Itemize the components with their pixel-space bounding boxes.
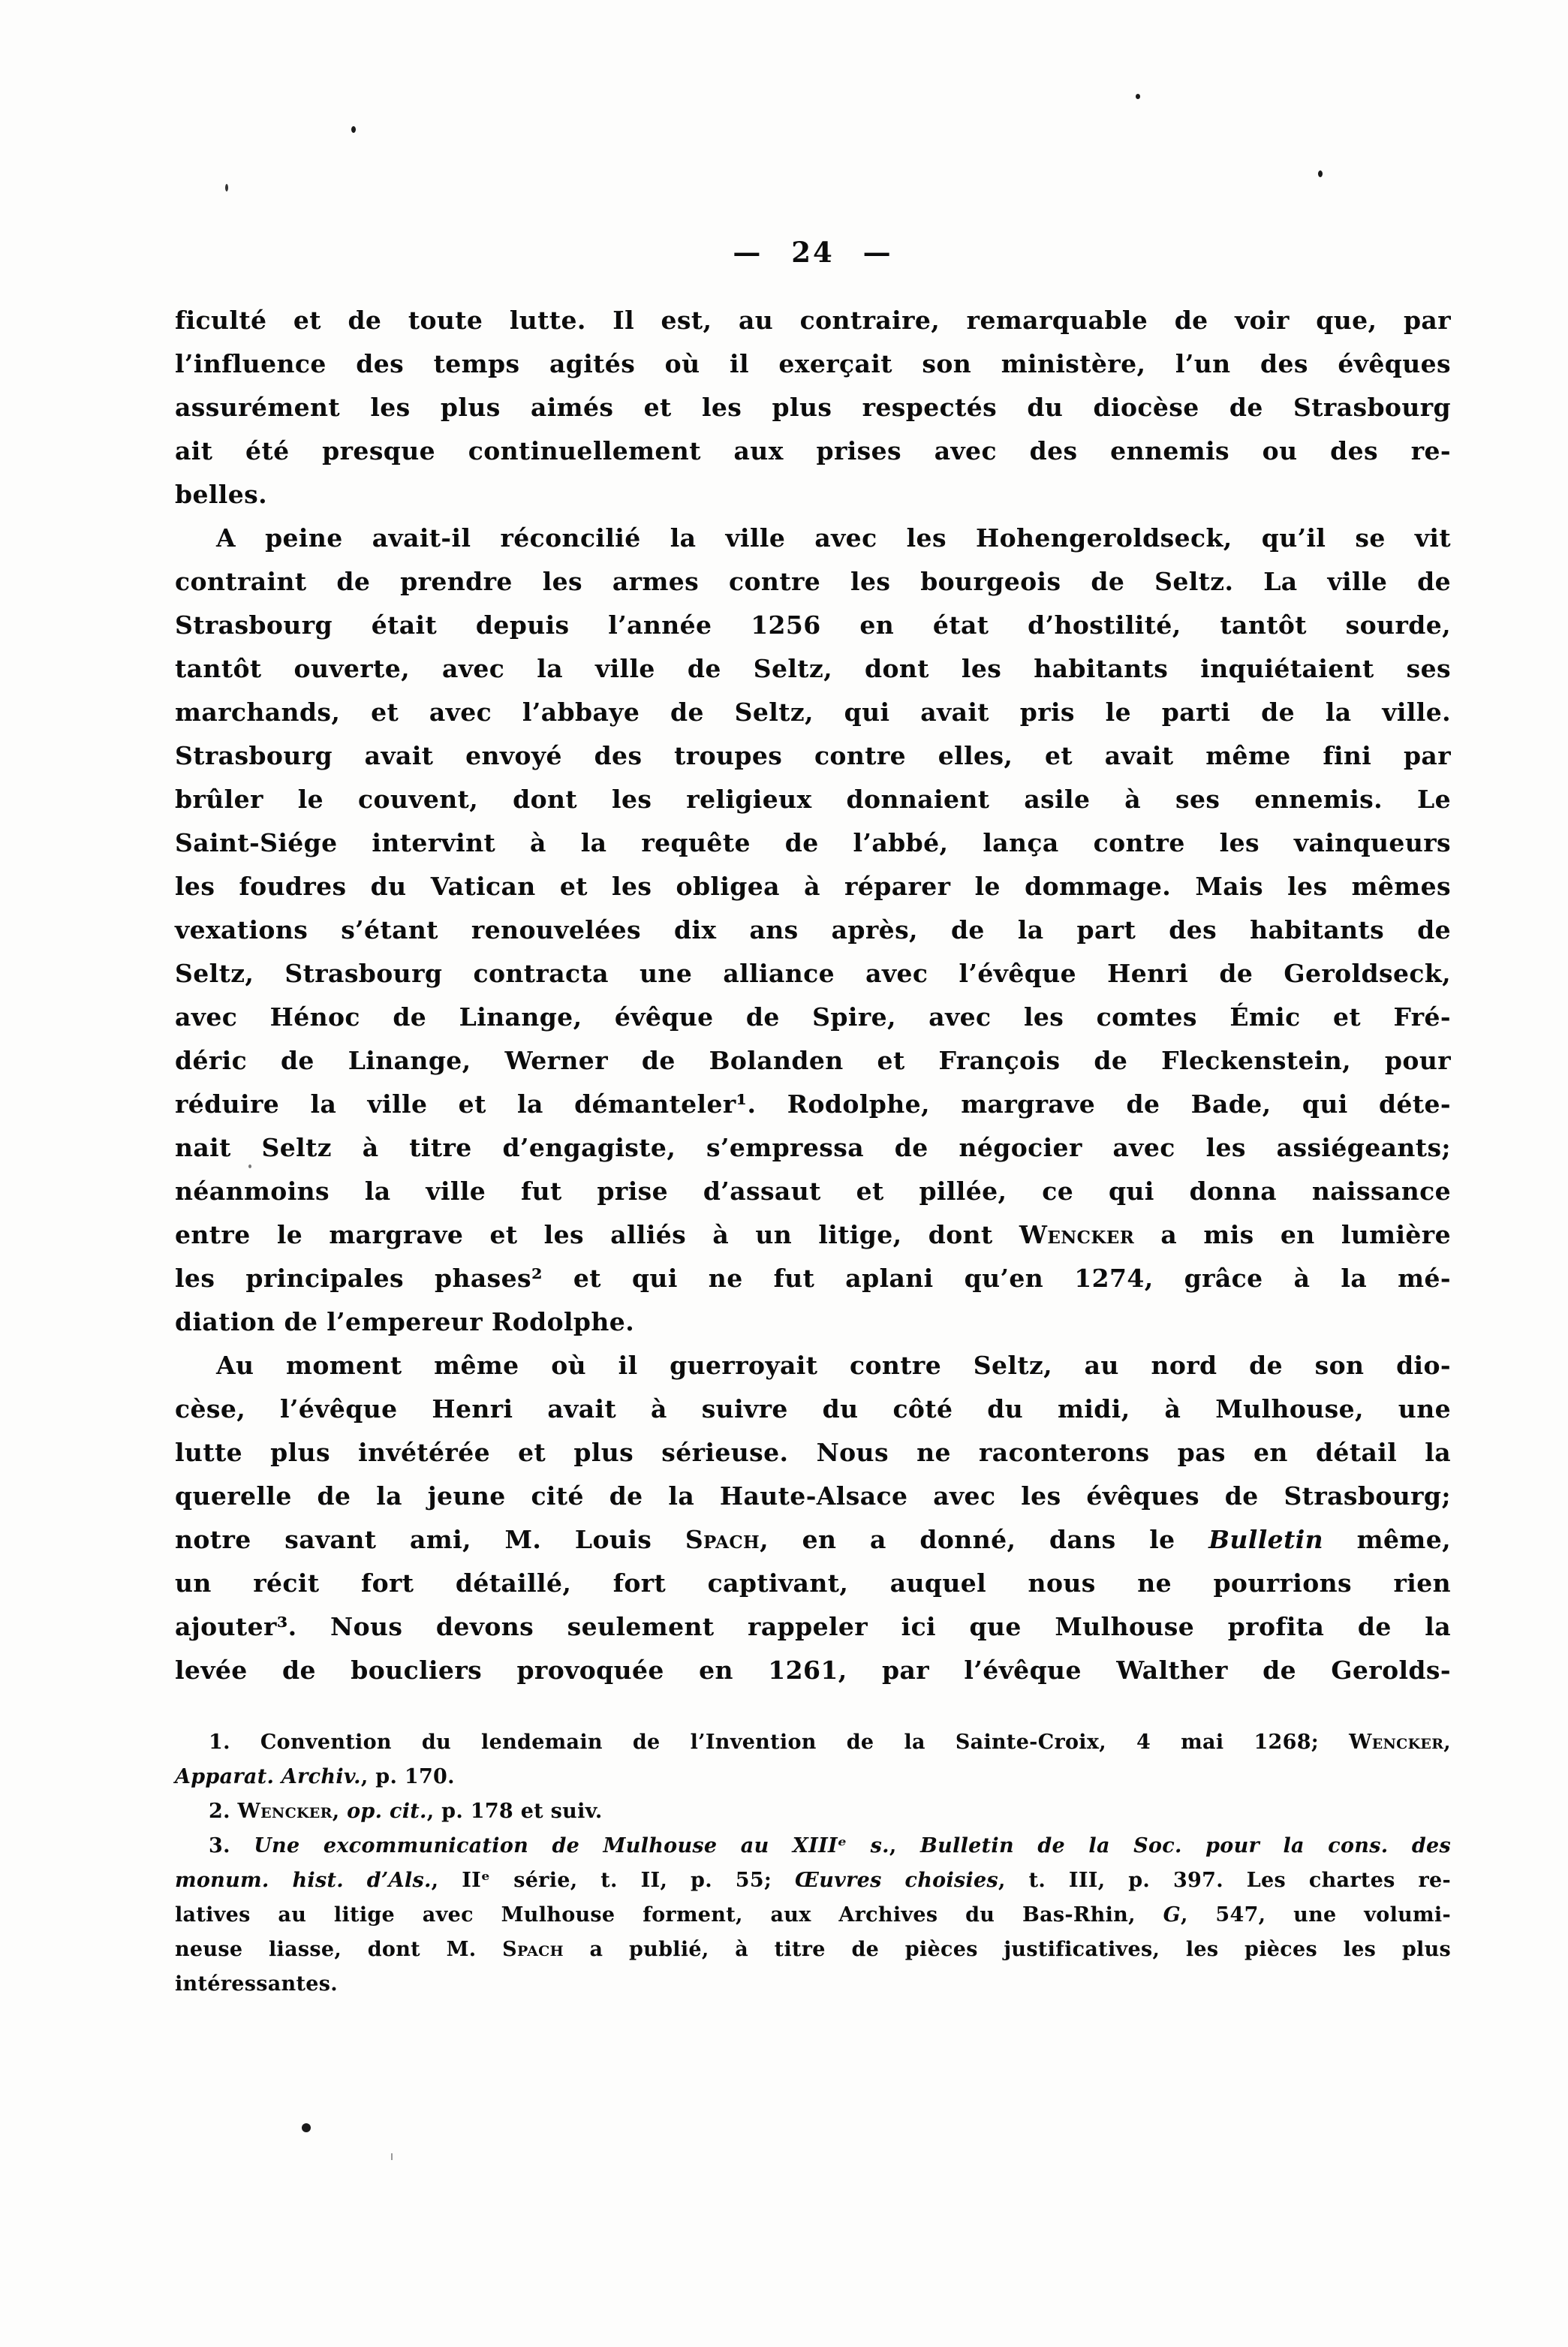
text-segment: même,	[1323, 1525, 1451, 1554]
footnote-line	[175, 1967, 1451, 2002]
scan-speck	[351, 126, 356, 133]
body-line	[175, 821, 1451, 865]
body-line	[175, 429, 1451, 473]
body-line	[175, 1605, 1451, 1649]
text-segment: ,	[1443, 1731, 1451, 1754]
text-segment: déric de Linange, Werner de Bolanden et François de Fleckenstein, pour	[175, 1046, 1451, 1075]
body-line	[175, 734, 1451, 778]
body-line	[175, 1518, 1451, 1562]
scan-speck	[1136, 94, 1140, 99]
text-segment: avec Hénoc de Linange, évêque de Spire, avec les comtes Émic et Fré-	[175, 1002, 1451, 1032]
text-segment: notre savant ami, M. Louis	[175, 1525, 685, 1554]
text-segment: un récit fort détaillé, fort captivant, auquel nous ne pourrions rien	[175, 1568, 1451, 1598]
text-segment: Strasbourg avait envoyé des troupes contre elles, et avait même fini par	[175, 741, 1451, 770]
text-segment: a publié, à titre de pièces justificatives, les pièces les plus	[563, 1938, 1451, 1961]
footnote-line	[175, 1725, 1451, 1760]
text-segment: contraint de prendre les armes contre les bourgeois de Seltz. La ville de	[175, 567, 1451, 596]
footnote-line	[175, 1760, 1451, 1794]
body-text	[175, 299, 1451, 1692]
text-segment: 1. Convention du lendemain de l’Invention de la Sainte-Croix, 4 mai 1268;	[209, 1731, 1350, 1754]
text-segment: , 547, une volumi-	[1180, 1903, 1451, 1927]
text-segment: Au moment même où il guerroyait contre Seltz, au nord de son dio-	[216, 1351, 1451, 1380]
body-line	[175, 996, 1451, 1039]
text-segment: néanmoins la ville fut prise d’assaut et pillée, ce qui donna naissance	[175, 1177, 1451, 1206]
text-segment: belles.	[175, 480, 268, 509]
text-segment: latives au litige avec Mulhouse forment, aux Archives du Bas-Rhin,	[175, 1903, 1163, 1927]
italic-text: Bulletin de la Soc. pour la cons. des	[920, 1834, 1451, 1857]
small-caps-text: Wencker	[1349, 1731, 1444, 1754]
body-line	[175, 386, 1451, 429]
footnote-line	[175, 1898, 1451, 1933]
text-segment: , en a donné, dans le	[760, 1525, 1209, 1554]
footnotes	[175, 1725, 1451, 2002]
body-line	[175, 647, 1451, 691]
small-caps-text: Wencker	[237, 1800, 333, 1823]
text-segment: neuse liasse, dont M.	[175, 1938, 503, 1961]
body-line	[175, 299, 1451, 342]
text-segment: ajouter³. Nous devons seulement rappeler ici que Mulhouse profita de la	[175, 1612, 1451, 1641]
body-line	[175, 1300, 1451, 1344]
text-segment: tantôt ouverte, avec la ville de Seltz, dont les habitants inquiétaient ses	[175, 654, 1451, 683]
italic-text: op. cit.	[347, 1800, 427, 1823]
body-line	[175, 908, 1451, 952]
text-segment: ait été presque continuellement aux prises avec des ennemis ou des re-	[175, 436, 1451, 465]
italic-text: Apparat. Archiv.	[175, 1765, 361, 1788]
italic-text: Bulletin	[1208, 1525, 1324, 1554]
scan-speck	[248, 1164, 251, 1168]
body-line	[175, 1387, 1451, 1431]
body-line	[175, 952, 1451, 996]
body-line	[175, 778, 1451, 821]
italic-text: monum. hist. d’Als.	[175, 1869, 432, 1892]
body-line	[175, 1257, 1451, 1300]
text-segment: marchands, et avec l’abbaye de Seltz, qui avait pris le parti de la ville.	[175, 697, 1451, 727]
scan-speck	[225, 184, 228, 191]
text-segment: 3.	[209, 1834, 254, 1857]
footnote-line	[175, 1829, 1451, 1863]
text-segment: lutte plus invétérée et plus sérieuse. Nous ne raconterons pas en détail la	[175, 1438, 1451, 1467]
small-caps-text: Wencker	[1019, 1220, 1135, 1249]
text-segment: levée de boucliers provoquée en 1261, par l’évêque Walther de Gerolds-	[175, 1656, 1451, 1685]
footnote-line	[175, 1794, 1451, 1829]
text-segment: Seltz, Strasbourg contracta une alliance avec l’évêque Henri de Geroldseck,	[175, 959, 1451, 988]
page-number: — 24 —	[733, 236, 893, 269]
text-segment: réduire la ville et la démanteler¹. Rodolphe, margrave de Bade, qui déte-	[175, 1089, 1451, 1119]
text-segment: , t. III, p. 397. Les chartes re-	[998, 1869, 1451, 1892]
body-line	[175, 1649, 1451, 1692]
body-line	[175, 1126, 1451, 1170]
text-segment: ,	[889, 1834, 920, 1857]
italic-text: Œuvres choisies	[795, 1869, 999, 1892]
text-segment: les principales phases² et qui ne fut aplani qu’en 1274, grâce à la mé-	[175, 1264, 1451, 1293]
body-line	[175, 604, 1451, 647]
body-line	[175, 865, 1451, 908]
text-segment: brûler le couvent, dont les religieux donnaient asile à ses ennemis. Le	[175, 785, 1451, 814]
body-line	[175, 1039, 1451, 1083]
text-segment: A peine avait-il réconcilié la ville avec les Hohengeroldseck, qu’il se vit	[216, 523, 1451, 553]
text-segment: 2.	[209, 1800, 238, 1823]
text-segment: querelle de la jeune cité de la Haute-Alsace avec les évêques de Strasbourg;	[175, 1481, 1451, 1511]
body-line	[175, 691, 1451, 734]
footnote-line	[175, 1863, 1451, 1898]
body-line	[175, 1475, 1451, 1518]
text-segment: a mis en lumière	[1134, 1220, 1451, 1249]
text-segment: nait Seltz à titre d’engagiste, s’empressa de négocier avec les assiégeants;	[175, 1133, 1451, 1162]
text-segment: Strasbourg était depuis l’année 1256 en état d’hostilité, tantôt sourde,	[175, 610, 1451, 640]
text-segment: ,	[332, 1800, 348, 1823]
scan-speck	[391, 2153, 393, 2160]
body-line	[175, 1344, 1451, 1387]
body-line	[175, 560, 1451, 604]
body-line	[175, 1431, 1451, 1475]
text-segment: , p. 170.	[360, 1765, 455, 1788]
footnote-line	[175, 1933, 1451, 1967]
text-segment: intéressantes.	[175, 1972, 338, 1996]
text-segment: cèse, l’évêque Henri avait à suivre du côté du midi, à Mulhouse, une	[175, 1394, 1451, 1424]
scan-speck	[1318, 170, 1323, 177]
body-line	[175, 517, 1451, 560]
text-segment: ficulté et de toute lutte. Il est, au contraire, remarquable de voir que, par	[175, 306, 1451, 335]
text-segment: Saint-Siége intervint à la requête de l’abbé, lança contre les vainqueurs	[175, 828, 1451, 857]
text-segment: entre le margrave et les alliés à un litige, dont	[175, 1220, 1019, 1249]
text-segment: diation de l’empereur Rodolphe.	[175, 1307, 635, 1336]
italic-text: Une excommunication de Mulhouse au XIIIᵉ s.	[254, 1834, 889, 1857]
body-line	[175, 342, 1451, 386]
text-segment: les foudres du Vatican et les obligea à réparer le dommage. Mais les mêmes	[175, 872, 1451, 901]
text-segment: l’influence des temps agités où il exerçait son ministère, l’un des évêques	[175, 349, 1451, 378]
text-segment: , IIᵉ série, t. II, p. 55;	[431, 1869, 796, 1892]
body-line	[175, 473, 1451, 517]
body-line	[175, 1083, 1451, 1126]
italic-text: G	[1163, 1903, 1181, 1927]
text-segment: assurément les plus aimés et les plus respectés du diocèse de Strasbourg	[175, 393, 1451, 422]
text-segment: , p. 178 et suiv.	[426, 1800, 603, 1823]
body-line	[175, 1213, 1451, 1257]
body-line	[175, 1170, 1451, 1213]
small-caps-text: Spach	[685, 1525, 760, 1554]
scan-speck	[302, 2123, 311, 2132]
text-segment: vexations s’étant renouvelées dix ans après, de la part des habitants de	[175, 915, 1451, 945]
body-line	[175, 1562, 1451, 1605]
small-caps-text: Spach	[502, 1938, 564, 1961]
